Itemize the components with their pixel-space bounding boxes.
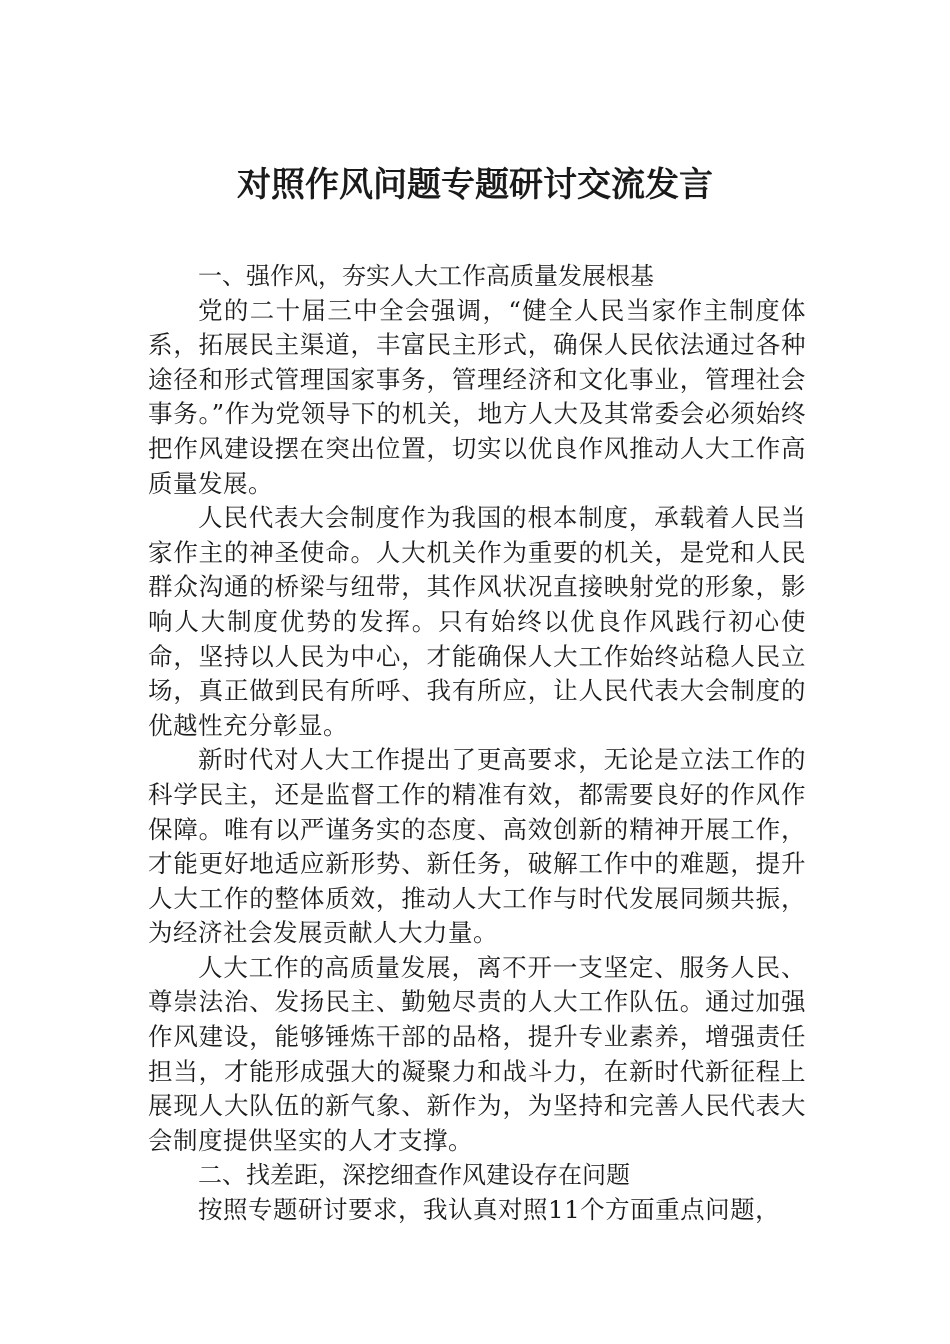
document-title: 对照作风问题专题研讨交流发言: [237, 165, 713, 205]
paragraph: 按照专题研讨要求，我认真对照11个方面重点问题，: [198, 1195, 781, 1225]
paragraph: 人民代表大会制度作为我国的根本制度，承载着人民当家作主的神圣使命。人大机关作为重要的机关，是党和人民群众沟通的桥梁与纽带，其作风状况直接映射党的形象，影响人大制度优势的发挥。只有始终以优良作风践行初心使命，坚持以人民为中心，才能确保人大工作始终站稳人民立场，真正做到民有所呼、我有所应，让人民代表大会制度的优越性充分彰显。: [148, 503, 806, 740]
paragraph: 人大工作的高质量发展，离不开一支坚定、服务人民、尊崇法治、发扬民主、勤勉尽责的人大工作队伍。通过加强作风建设，能够锤炼干部的品格，提升专业素养，增强责任担当，才能形成强大的凝聚力和战斗力，在新时代新征程上展现人大队伍的新气象、新作为，为坚持和完善人民代表大会制度提供坚实的人才支撑。: [148, 952, 806, 1155]
document-body: [148, 259, 806, 1228]
section-1-heading: 一、强作风，夯实人大工作高质量发展根基: [198, 262, 654, 290]
section-2-heading: 二、找差距，深挖细查作风建设存在问题: [198, 1161, 630, 1190]
paragraph: 党的二十届三中全会强调，“健全人民当家作主制度体系，拓展民主渠道，丰富民主形式，确保人民依法通过各种途径和形式管理国家事务，管理经济和文化事业，管理社会事务。”作为党领导下的机关，地方人大及其常委会必须始终把作风建设摆在突出位置，切实以优良作风推动人大工作高质量发展。: [148, 295, 806, 498]
paragraph: 新时代对人大工作提出了更高要求，无论是立法工作的科学民主，还是监督工作的精准有效，都需要良好的作风作保障。唯有以严谨务实的态度、高效创新的精神开展工作，才能更好地适应新形势、新任务，破解工作中的难题，提升人大工作的整体质效，推动人大工作与时代发展同频共振，为经济社会发展贡献人大力量。: [148, 745, 806, 948]
